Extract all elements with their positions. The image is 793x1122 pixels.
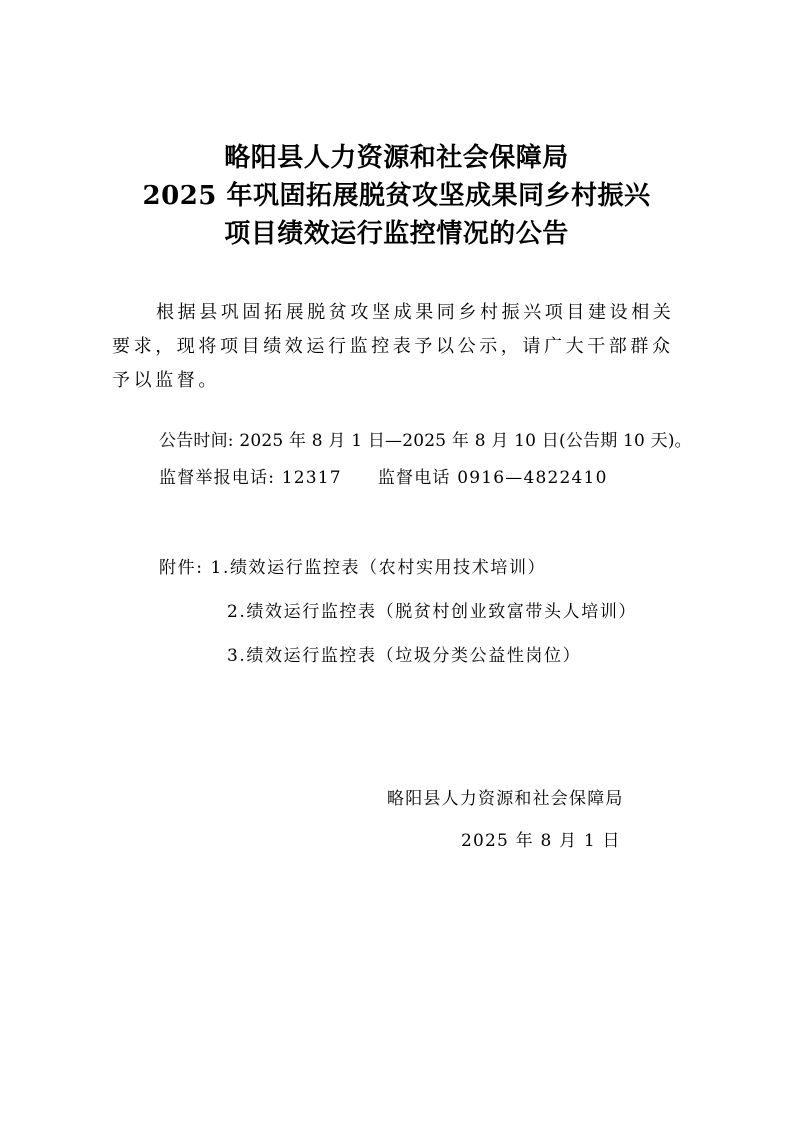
title-line-1: 略阳县人力资源和社会保障局 <box>224 143 569 173</box>
supervise-phone: 监督电话 0916—4822410 <box>377 468 608 488</box>
attachment-2: 2.绩效运行监控表（脱贫村创业致富带头人培训） <box>227 602 638 622</box>
title-line-2: 2025 年巩固拓展脱贫攻坚成果同乡村振兴 <box>142 181 651 211</box>
phone-line <box>159 463 608 493</box>
signature-org: 略阳县人力资源和社会保障局 <box>387 789 624 809</box>
body-paragraph: 根据县巩固拓展脱贫攻坚成果同乡村振兴项目建设相关要求，现将项目绩效运行监控表予以公示，请广大干部群众予以监督。 <box>112 302 675 391</box>
attachment-3: 3.绩效运行监控表（垃圾分类公益性岗位） <box>227 646 582 666</box>
title-line-3: 项目绩效运行监控情况的公告 <box>224 219 569 249</box>
report-phone: 监督举报电话: 12317 <box>159 468 342 488</box>
attachment-1: 附件: 1.绩效运行监控表（农村实用技术培训） <box>159 558 547 578</box>
signature-date: 2025 年 8 月 1 日 <box>461 831 621 851</box>
notice-period: 公告时间: 2025 年 8 月 1 日—2025 年 8 月 10 日(公告期 10 天)。 <box>159 431 692 451</box>
